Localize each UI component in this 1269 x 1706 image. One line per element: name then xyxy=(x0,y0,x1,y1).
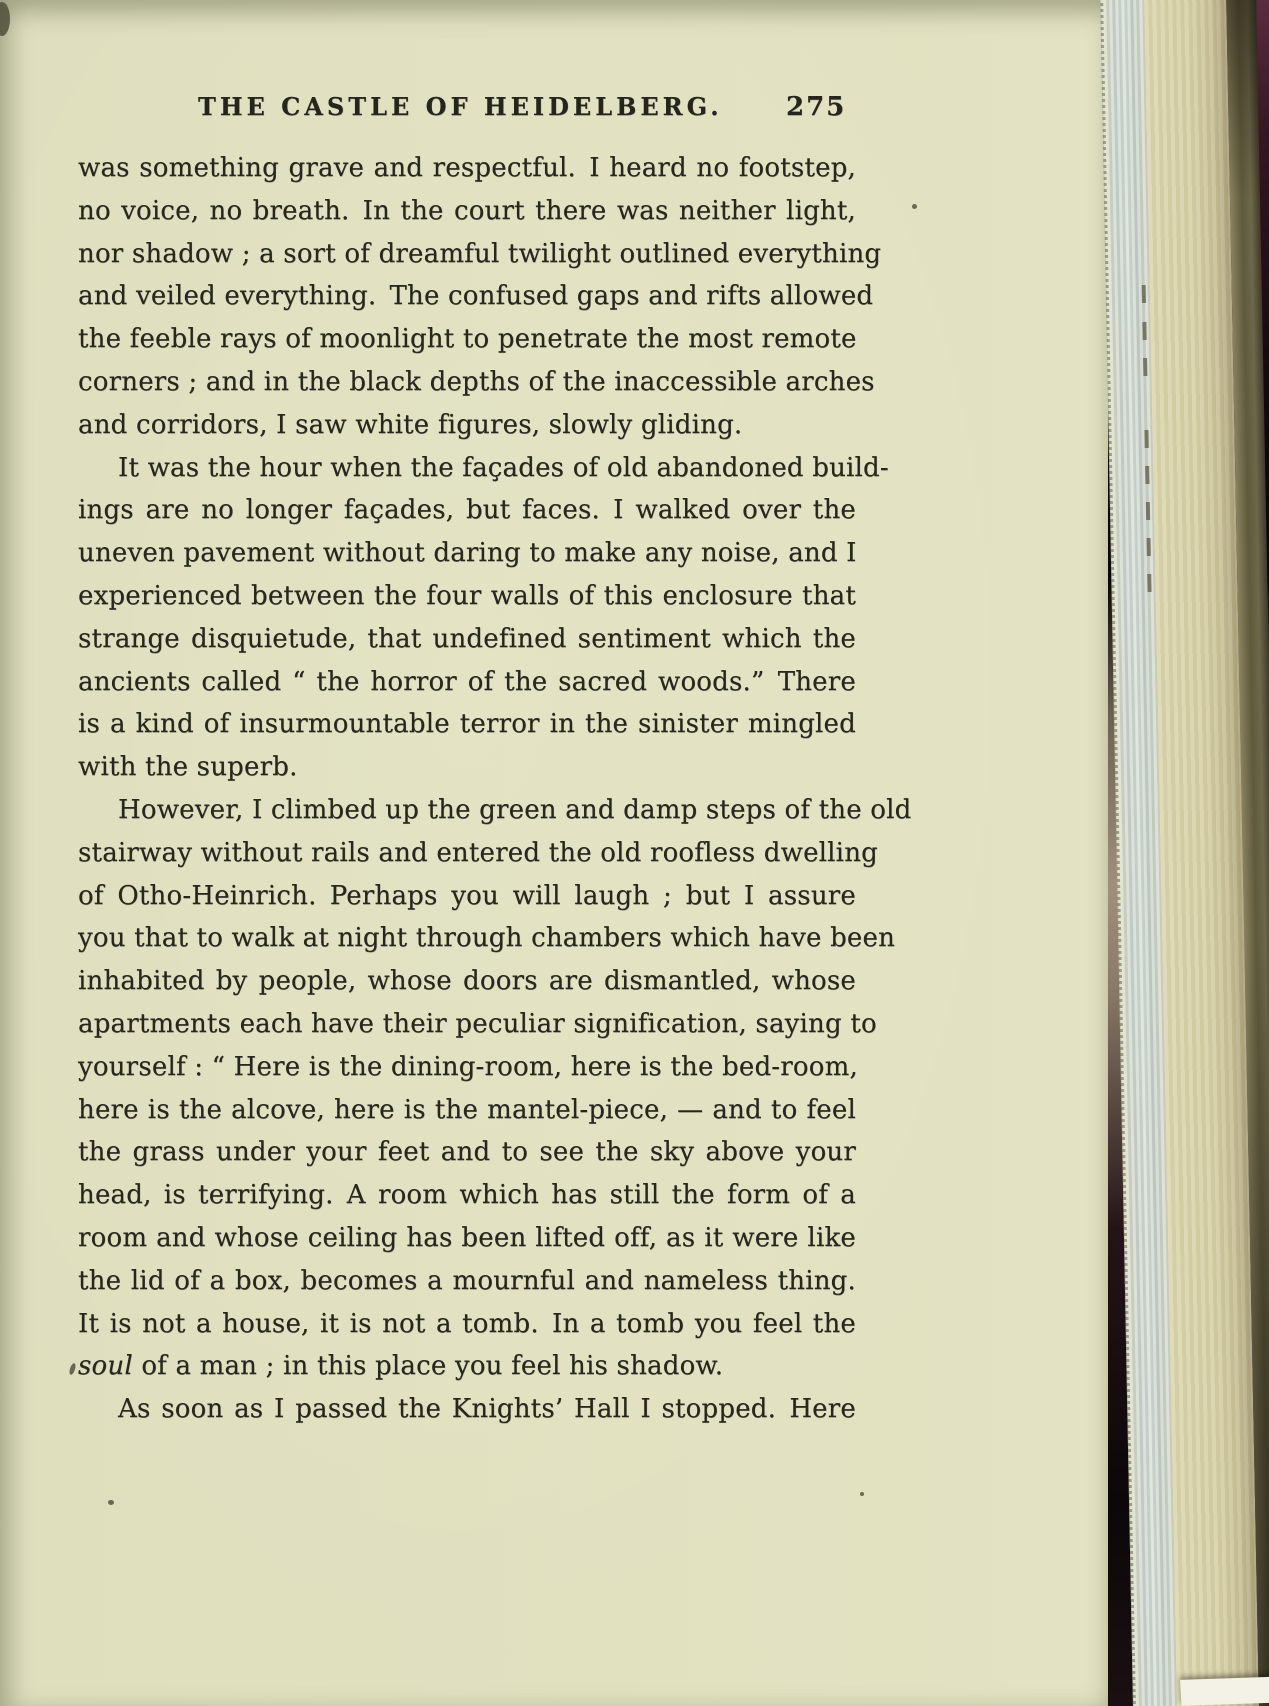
text-segment: inhabited by people, whose doors are dismantled, whose xyxy=(78,966,856,997)
text-segment: head, is terrifying. A room which has still the form of a xyxy=(78,1180,856,1211)
text-segment: the lid of a box, becomes a mournful and nameless thing. xyxy=(78,1265,856,1296)
text-segment: of Otho-Heinrich. Perhaps you will laugh ; but I assure xyxy=(78,880,856,911)
text-segment: stairway without rails and entered the old roofless dwelling xyxy=(78,837,878,868)
text-segment: with the superb. xyxy=(78,752,298,783)
text-segment: and veiled everything. The confused gaps and rifts allowed xyxy=(78,281,874,312)
bottom-page-edge xyxy=(1180,1676,1269,1706)
text-segment: strange disquietude, that undefined sentiment which the xyxy=(78,623,856,654)
text-segment: and corridors, I saw white figures, slowly gliding. xyxy=(78,409,743,440)
text-segment: nor shadow ; a sort of dreamful twilight outlined everything xyxy=(78,238,882,269)
edge-tick-mark xyxy=(1144,430,1148,448)
text-segment: room and whose ceiling has been lifted off, as it were like xyxy=(78,1222,856,1253)
text-segment: However, I climbed up the green and damp steps of the old xyxy=(118,794,912,825)
text-segment: was something grave and respectful. I heard no footstep, xyxy=(78,153,856,183)
text-segment-italic: soul xyxy=(78,1351,133,1382)
edge-tick-mark xyxy=(1142,322,1146,340)
edge-tick-mark xyxy=(1143,358,1147,376)
text-segment: experienced between the four walls of this enclosure that xyxy=(78,580,856,611)
edge-tick-mark xyxy=(1146,502,1150,520)
page-title: THE CASTLE OF HEIDELBERG. xyxy=(198,92,723,121)
edge-tick-mark xyxy=(1147,538,1151,556)
text-segment: the feeble rays of moonlight to penetrate the most remote xyxy=(78,324,857,355)
text-segment: ancients called “ the horror of the sacred woods.” There xyxy=(78,666,856,697)
page-number: 275 xyxy=(786,92,847,122)
text-segment: yourself : “ Here is the dining-room, here is the bed-room, xyxy=(78,1051,858,1082)
edge-tick-mark xyxy=(1145,466,1149,484)
text-segment: is a kind of insurmountable terror in the sinister mingled xyxy=(78,709,856,740)
text-segment: As soon as I passed the Knights’ Hall I stopped. Here xyxy=(118,1394,856,1425)
text-segment: It was the hour when the façades of old abandoned build- xyxy=(118,452,889,483)
text-segment: apartments each have their peculiar signification, saying to xyxy=(78,1008,877,1039)
text-segment: It is not a house, it is not a tomb. In a tomb you feel the xyxy=(78,1308,856,1339)
edge-tick-mark xyxy=(1142,285,1146,303)
text-segment: you that to walk at night through chambers which have been xyxy=(78,923,896,954)
text-segment: corners ; and in the black depths of the inaccessible arches xyxy=(78,366,875,397)
edge-tick-mark xyxy=(1147,574,1151,592)
text-segment: here is the alcove, here is the mantel-piece, — and to feel xyxy=(78,1094,856,1125)
text-segment: the grass under your feet and to see the sky above your xyxy=(78,1137,856,1168)
text-segment: ings are no longer façades, but faces. I walked over the xyxy=(78,495,856,526)
text-segment: of a man ; in this place you feel his shadow. xyxy=(132,1351,724,1382)
text-segment: no voice, no breath. In the court there was neither light, xyxy=(78,195,856,226)
text-segment: uneven pavement without daring to make any noise, and I xyxy=(78,538,857,569)
